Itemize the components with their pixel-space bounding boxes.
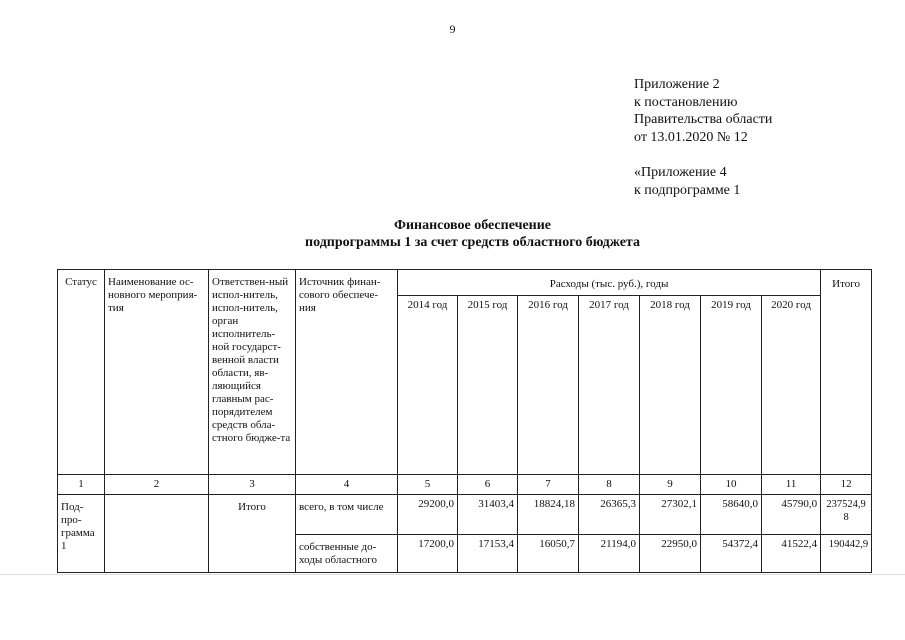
- value-cell: 16050,7: [518, 535, 579, 573]
- header-executor: Ответствен-ный испол-нитель, испол-нитель, орган исполнитель-ной государст-венной власти области, яв-ляющийся главным рас-порядителем средств обла-стного бюдже-та: [209, 270, 296, 475]
- index-cell: 10: [701, 475, 762, 495]
- appendix-line: Приложение 2: [634, 77, 720, 92]
- value-cell: 31403,4: [458, 495, 518, 535]
- appendix-line: к подпрограмме 1: [634, 182, 741, 198]
- header-status: Статус: [58, 270, 105, 475]
- name-cell: [105, 495, 209, 573]
- page-number: 9: [449, 22, 456, 36]
- appendix-line: «Приложение 4: [634, 165, 727, 180]
- value-cell: 45790,0: [762, 495, 821, 535]
- year-2015: 2015 год: [458, 296, 518, 475]
- executor-cell: Итого: [209, 495, 296, 573]
- index-cell: 11: [762, 475, 821, 495]
- value-cell: 41522,4: [762, 535, 821, 573]
- index-cell: 4: [296, 475, 398, 495]
- value-cell: 17153,4: [458, 535, 518, 573]
- total-cell: 237524,98: [821, 495, 872, 535]
- title-line-1: Финансовое обеспечение: [393, 218, 552, 233]
- value-cell: 21194,0: [579, 535, 640, 573]
- index-row: [58, 475, 872, 495]
- document-title: [0, 217, 905, 251]
- header-total: Итого: [821, 270, 872, 475]
- value-cell: 18824,18: [518, 495, 579, 535]
- header-expenses: Расходы (тыс. руб.), годы: [398, 270, 821, 296]
- year-2020: 2020 год: [762, 296, 821, 475]
- index-cell: 9: [640, 475, 701, 495]
- value-cell: 26365,3: [579, 495, 640, 535]
- year-2014: 2014 год: [398, 296, 458, 475]
- source-cell: всего, в том числе: [296, 495, 398, 535]
- header-row-1: [58, 270, 872, 296]
- page-edge-divider: [0, 574, 905, 575]
- year-2019: 2019 год: [701, 296, 762, 475]
- value-cell: 58640,0: [701, 495, 762, 535]
- financing-table: [57, 269, 872, 573]
- value-cell: 22950,0: [640, 535, 701, 573]
- appendix-line: к постановлению: [634, 94, 738, 110]
- appendix-block: [634, 76, 772, 199]
- index-cell: 12: [821, 475, 872, 495]
- year-2018: 2018 год: [640, 296, 701, 475]
- value-cell: 27302,1: [640, 495, 701, 535]
- value-cell: 29200,0: [398, 495, 458, 535]
- header-name: Наименование ос-новного мероприя-тия: [105, 270, 209, 475]
- index-cell: 5: [398, 475, 458, 495]
- value-cell: 54372,4: [701, 535, 762, 573]
- value-cell: 17200,0: [398, 535, 458, 573]
- table-row: [58, 495, 872, 535]
- header-source: Источник финан-сового обеспече-ния: [296, 270, 398, 475]
- index-cell: 6: [458, 475, 518, 495]
- total-cell: 190442,9: [821, 535, 872, 573]
- index-cell: 2: [105, 475, 209, 495]
- index-cell: 8: [579, 475, 640, 495]
- index-cell: 7: [518, 475, 579, 495]
- status-cell: Под-про-грамма 1: [58, 495, 105, 573]
- year-2017: 2017 год: [579, 296, 640, 475]
- title-line-2: подпрограммы 1 за счет средств областного бюджета: [305, 235, 640, 250]
- source-cell: собственные до-ходы областного: [296, 535, 398, 573]
- appendix-line: от 13.01.2020 № 12: [634, 129, 748, 145]
- index-cell: 1: [58, 475, 105, 495]
- appendix-line: Правительства области: [634, 112, 773, 127]
- index-cell: 3: [209, 475, 296, 495]
- year-2016: 2016 год: [518, 296, 579, 475]
